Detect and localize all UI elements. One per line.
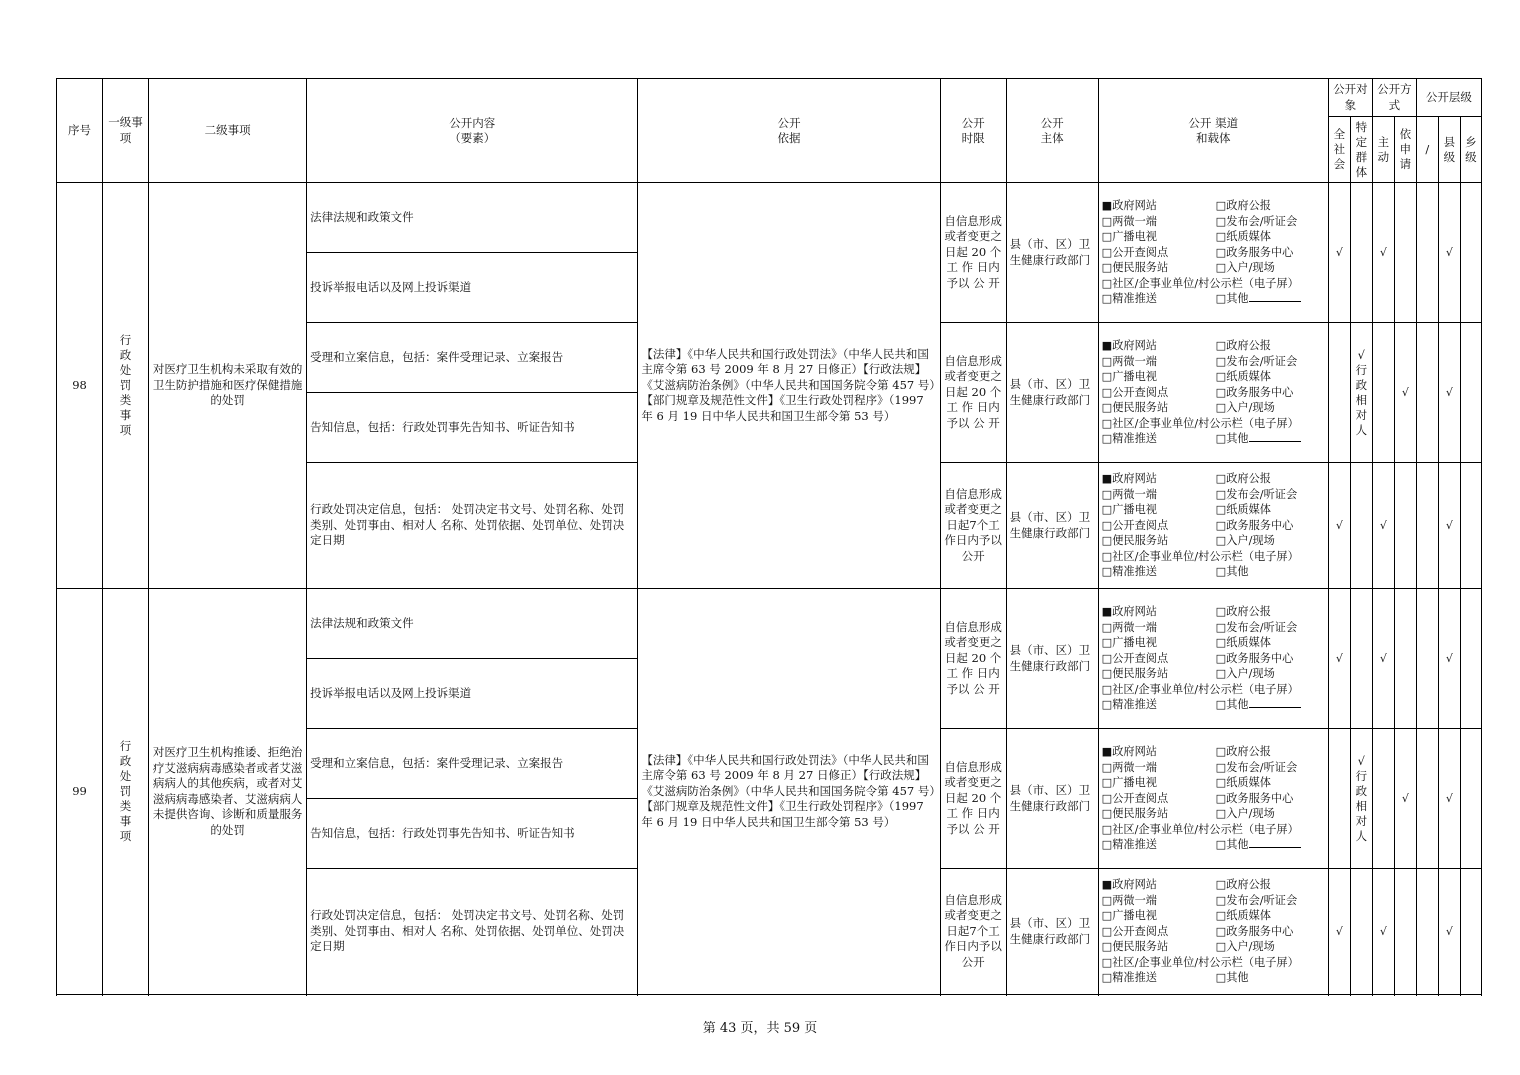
content-law-docs: 法律法规和政策文件	[307, 183, 638, 253]
channel-option: □两微一端	[1101, 354, 1157, 368]
channel-option: □公开查阅点	[1101, 385, 1169, 399]
channel-option: □广播电视	[1101, 636, 1157, 650]
publish-subject: 县（市、区）卫 生健康行政部门	[1006, 463, 1098, 589]
channel-option: □广播电视	[1101, 370, 1157, 384]
mark-all-society: √	[1328, 869, 1350, 995]
channel-option: □两微一端	[1101, 893, 1157, 907]
channel-cell	[1098, 589, 1328, 729]
mark-on-request	[1394, 183, 1416, 323]
channel-option: □两微一端	[1101, 487, 1157, 501]
header-all-society: 全 社 会	[1328, 117, 1350, 183]
channel-cell	[1098, 323, 1328, 463]
channel-option: □广播电视	[1101, 230, 1157, 244]
header-level: 公开层级	[1416, 79, 1481, 117]
row-seq: 98	[57, 183, 103, 589]
channel-option: □两微一端	[1101, 214, 1157, 228]
item-type: 行 政 处 罚 类 事 项	[103, 183, 149, 589]
header-channel: 公开 渠道 和载体	[1098, 79, 1328, 183]
header-mode: 公开方式	[1372, 79, 1416, 117]
channel-option: ■政府网站	[1101, 339, 1157, 353]
publish-subject: 县（市、区）卫 生健康行政部门	[1006, 183, 1098, 323]
row-seq: 99	[57, 589, 103, 995]
mark-all-society	[1328, 323, 1350, 463]
channel-option: □其他	[1216, 697, 1329, 713]
channel-option: □入户/现场	[1215, 667, 1275, 681]
mark-township	[1460, 589, 1481, 729]
channel-option: □入户/现场	[1215, 401, 1275, 415]
channel-option: □发布会/听证会	[1215, 893, 1298, 907]
channel-option: □精准推送	[1101, 838, 1157, 852]
channel-option: □发布会/听证会	[1215, 620, 1298, 634]
channel-option: □便民服务站	[1101, 807, 1169, 821]
channel-list	[1102, 877, 1325, 986]
header-subject: 公开 主体	[1006, 79, 1098, 183]
mark-county: √	[1438, 183, 1460, 323]
publish-subject: 县（市、区）卫 生健康行政部门	[1006, 323, 1098, 463]
channel-option: □纸质媒体	[1215, 230, 1271, 244]
basis-text: 【法律】《中华人民共和国行政处罚法》（中华人民共和国主席令第 63 号 2009 年 8 月 27 日修正）【行政法规】《艾滋病防治条例》（中华人民共和国国务院令第 457 号）【部门规章及规范性文件】《卫生行政处罚程序》（1997 年 6 月 19 日中华人民共和国卫生部令第 53 号）	[638, 183, 940, 589]
channel-option: □社区/企事业单位/村公示栏（电子屏）	[1101, 955, 1299, 969]
channel-option: □入户/现场	[1215, 534, 1275, 548]
channel-option: □政府公报	[1215, 745, 1271, 759]
mark-relative-party: √ 行 政 相 对 人	[1350, 323, 1372, 463]
item-type: 行 政 处 罚 类 事 项	[103, 589, 149, 995]
mark-specific-group	[1350, 589, 1372, 729]
channel-option: □入户/现场	[1215, 807, 1275, 821]
channel-option: □公开查阅点	[1101, 791, 1169, 805]
mark-on-request	[1394, 869, 1416, 995]
mark-township	[1460, 463, 1481, 589]
time-limit: 自信息形成或者变更之日起7个工作日内予以公开	[940, 869, 1006, 995]
mark-slash	[1416, 869, 1438, 995]
channel-option: □公开查阅点	[1101, 245, 1169, 259]
content-filing: 受理和立案信息，包括：案件受理记录、立案报告	[307, 729, 638, 799]
header-level1: 一级事项	[103, 79, 149, 183]
channel-cell	[1098, 463, 1328, 589]
channel-cell	[1098, 869, 1328, 995]
channel-option: □政务服务中心	[1215, 924, 1294, 938]
mark-slash	[1416, 463, 1438, 589]
publish-subject: 县（市、区）卫 生健康行政部门	[1006, 729, 1098, 869]
mark-specific-group	[1350, 183, 1372, 323]
item-title: 对医疗卫生机构推诿、拒绝治疗艾滋病病毒感染者或者艾滋病病人的其他疾病，或者对艾滋病病毒感染者、艾滋病病人未提供咨询、诊断和质量服务的处罚	[149, 589, 307, 995]
channel-option: □纸质媒体	[1215, 776, 1271, 790]
mark-county: √	[1438, 869, 1460, 995]
channel-option: □发布会/听证会	[1215, 487, 1298, 501]
channel-list	[1102, 604, 1325, 713]
channel-option: ■政府网站	[1101, 605, 1157, 619]
mark-active	[1372, 323, 1394, 463]
channel-option: □其他	[1216, 291, 1329, 307]
mark-slash	[1416, 729, 1438, 869]
header-county: 县 级	[1438, 117, 1460, 183]
header-township: 乡 级	[1460, 117, 1481, 183]
channel-option: ■政府网站	[1101, 199, 1157, 213]
blank-line	[1249, 291, 1301, 302]
channel-option: □政府公报	[1215, 199, 1271, 213]
channel-option: □政务服务中心	[1215, 385, 1294, 399]
channel-option: □广播电视	[1101, 909, 1157, 923]
header-time: 公开 时限	[940, 79, 1006, 183]
channel-option: □纸质媒体	[1215, 909, 1271, 923]
mark-on-request: √	[1394, 323, 1416, 463]
channel-option: □社区/企事业单位/村公示栏（电子屏）	[1101, 549, 1299, 563]
channel-option: □便民服务站	[1101, 940, 1169, 954]
channel-option: □入户/现场	[1215, 261, 1275, 275]
publish-subject: 县（市、区）卫 生健康行政部门	[1006, 589, 1098, 729]
channel-option: □广播电视	[1101, 503, 1157, 517]
mark-township	[1460, 729, 1481, 869]
channel-option: □发布会/听证会	[1215, 354, 1298, 368]
channel-option: □精准推送	[1101, 565, 1157, 579]
table-row	[57, 589, 1482, 659]
content-complaint: 投诉举报电话以及网上投诉渠道	[307, 253, 638, 323]
header-active: 主 动	[1372, 117, 1394, 183]
channel-option: □政务服务中心	[1215, 518, 1294, 532]
mark-county: √	[1438, 589, 1460, 729]
channel-option: □其他	[1216, 431, 1329, 447]
channel-option: □两微一端	[1101, 620, 1157, 634]
channel-option: □政务服务中心	[1215, 651, 1294, 665]
mark-county: √	[1438, 463, 1460, 589]
content-complaint: 投诉举报电话以及网上投诉渠道	[307, 659, 638, 729]
channel-option: □政府公报	[1215, 605, 1271, 619]
mark-slash	[1416, 323, 1438, 463]
mark-relative-party: √ 行 政 相 对 人	[1350, 729, 1372, 869]
mark-on-request	[1394, 589, 1416, 729]
content-notice: 告知信息，包括：行政处罚事先告知书、听证告知书	[307, 799, 638, 869]
mark-active: √	[1372, 869, 1394, 995]
header-object: 公开对象	[1328, 79, 1372, 117]
content-decision: 行政处罚决定信息，包括： 处罚决定书文号、处罚名称、处罚类别、处罚事由、相对人 名称、处罚依据、处罚单位、处罚决定日期	[307, 463, 638, 589]
mark-township	[1460, 183, 1481, 323]
channel-option: □其他	[1216, 837, 1329, 853]
time-limit: 自信息形成或者变更之日起 20 个工 作 日内 予以 公 开	[940, 729, 1006, 869]
channel-option: □公开查阅点	[1101, 924, 1169, 938]
mark-all-society: √	[1328, 183, 1350, 323]
channel-option: □社区/企事业单位/村公示栏（电子屏）	[1101, 822, 1299, 836]
channel-option: □广播电视	[1101, 776, 1157, 790]
channel-option: □发布会/听证会	[1215, 214, 1298, 228]
channel-option: □纸质媒体	[1215, 636, 1271, 650]
header-seq: 序号	[57, 79, 103, 183]
channel-option: □公开查阅点	[1101, 651, 1169, 665]
mark-slash	[1416, 183, 1438, 323]
channel-option: □政府公报	[1215, 339, 1271, 353]
header-on-request: 依 申 请	[1394, 117, 1416, 183]
channel-option: ■政府网站	[1101, 472, 1157, 486]
channel-option: □精准推送	[1101, 432, 1157, 446]
mark-on-request	[1394, 463, 1416, 589]
channel-option: □政府公报	[1215, 878, 1271, 892]
channel-option: □发布会/听证会	[1215, 760, 1298, 774]
mark-county: √	[1438, 323, 1460, 463]
mark-township	[1460, 323, 1481, 463]
time-limit: 自信息形成或者变更之日起7个工作日内予以公开	[940, 463, 1006, 589]
mark-active: √	[1372, 183, 1394, 323]
channel-option: □其他	[1215, 971, 1249, 985]
channel-option: ■政府网站	[1101, 878, 1157, 892]
channel-option: □政务服务中心	[1215, 791, 1294, 805]
header-content: 公开内容 （要素）	[307, 79, 638, 183]
publish-subject: 县（市、区）卫 生健康行政部门	[1006, 869, 1098, 995]
mark-slash	[1416, 589, 1438, 729]
channel-option: □便民服务站	[1101, 261, 1169, 275]
blank-line	[1249, 697, 1301, 708]
mark-all-society	[1328, 729, 1350, 869]
channel-option: □其他	[1215, 565, 1249, 579]
mark-active: √	[1372, 589, 1394, 729]
channel-option: □公开查阅点	[1101, 518, 1169, 532]
channel-option: □政务服务中心	[1215, 245, 1294, 259]
mark-all-society: √	[1328, 589, 1350, 729]
mark-specific-group	[1350, 869, 1372, 995]
channel-list	[1102, 198, 1325, 307]
content-decision: 行政处罚决定信息，包括： 处罚决定书文号、处罚名称、处罚类别、处罚事由、相对人 名称、处罚依据、处罚单位、处罚决定日期	[307, 869, 638, 995]
channel-option: □纸质媒体	[1215, 503, 1271, 517]
content-law-docs: 法律法规和政策文件	[307, 589, 638, 659]
channel-cell	[1098, 729, 1328, 869]
mark-specific-group	[1350, 463, 1372, 589]
channel-list	[1102, 338, 1325, 447]
page-footer: 第 43 页，共 59 页	[702, 1021, 818, 1036]
time-limit: 自信息形成或者变更之日起 20 个工 作 日内 予以 公 开	[940, 323, 1006, 463]
channel-option: □两微一端	[1101, 760, 1157, 774]
channel-cell	[1098, 183, 1328, 323]
channel-option: □政府公报	[1215, 472, 1271, 486]
mark-township	[1460, 869, 1481, 995]
channel-option: □精准推送	[1101, 971, 1157, 985]
mark-active: √	[1372, 463, 1394, 589]
disclosure-table	[56, 78, 1482, 995]
channel-option: □便民服务站	[1101, 534, 1169, 548]
channel-option: □社区/企事业单位/村公示栏（电子屏）	[1101, 276, 1299, 290]
content-notice: 告知信息，包括：行政处罚事先告知书、听证告知书	[307, 393, 638, 463]
channel-option: □便民服务站	[1101, 667, 1169, 681]
mark-active	[1372, 729, 1394, 869]
header-basis: 公开 依据	[638, 79, 940, 183]
channel-option: □纸质媒体	[1215, 370, 1271, 384]
blank-line	[1249, 837, 1301, 848]
header-slash: /	[1416, 117, 1438, 183]
mark-all-society: √	[1328, 463, 1350, 589]
time-limit: 自信息形成或者变更之日起 20 个工 作 日内 予以 公 开	[940, 589, 1006, 729]
mark-on-request: √	[1394, 729, 1416, 869]
header-specific-group: 特 定 群 体	[1350, 117, 1372, 183]
channel-option: □便民服务站	[1101, 401, 1169, 415]
channel-option: □精准推送	[1101, 292, 1157, 306]
channel-option: □入户/现场	[1215, 940, 1275, 954]
item-title: 对医疗卫生机构未采取有效的卫生防护措施和医疗保健措施的处罚	[149, 183, 307, 589]
mark-county: √	[1438, 729, 1460, 869]
table-row	[57, 183, 1482, 253]
header-level2: 二级事项	[149, 79, 307, 183]
channel-option: ■政府网站	[1101, 745, 1157, 759]
channel-option: □社区/企事业单位/村公示栏（电子屏）	[1101, 682, 1299, 696]
channel-option: □社区/企事业单位/村公示栏（电子屏）	[1101, 416, 1299, 430]
channel-list	[1102, 471, 1325, 580]
channel-list	[1102, 744, 1325, 853]
blank-line	[1249, 431, 1301, 442]
content-filing: 受理和立案信息，包括：案件受理记录、立案报告	[307, 323, 638, 393]
channel-option: □精准推送	[1101, 698, 1157, 712]
basis-text: 【法律】《中华人民共和国行政处罚法》（中华人民共和国主席令第 63 号 2009 年 8 月 27 日修正）【行政法规】《艾滋病防治条例》（中华人民共和国国务院令第 457 号）【部门规章及规范性文件】《卫生行政处罚程序》（1997 年 6 月 19 日中华人民共和国卫生部令第 53 号）	[638, 589, 940, 995]
time-limit: 自信息形成或者变更之日起 20 个工 作 日内 予以 公 开	[940, 183, 1006, 323]
